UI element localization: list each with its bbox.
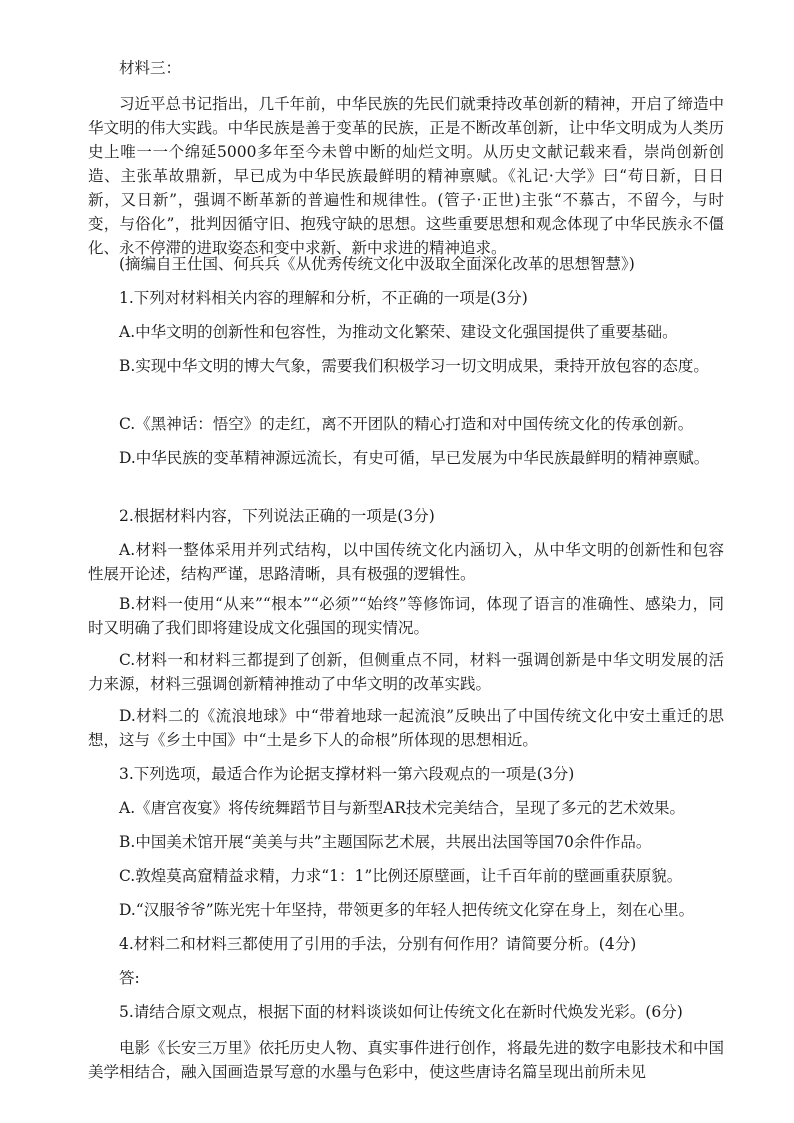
question-3-option-b: B.中国美术馆开展“美美与共”主题国际艺术展，共展出法国等国70余件作品。 <box>119 833 652 851</box>
question-5-material: 电影《长安三万里》依托历史人物、真实事件进行创作，将最先进的数字电影技术和中国美学相结合，融入国画造景写意的水墨与色彩中，使这些唐诗名篇呈现出前所未见 <box>88 1039 724 1081</box>
question-3-stem: 3.下列选项，最适合作为论据支撑材料一第六段观点的一项是(3分) <box>119 765 575 783</box>
material-3-source: (摘编自王仕国、何兵兵《从优秀传统文化中汲取全面深化改革的思想智慧》) <box>119 255 635 273</box>
question-1-option-a: A.中华文明的创新性和包容性，为推动文化繁荣、建设文化强国提供了重要基础。 <box>119 323 678 341</box>
question-2-option-d: D.材料二的《流浪地球》中“带着地球一起流浪”反映出了中国传统文化中安土重迁的思想，这与《乡土中国》中“土是乡下人的命根”所体现的思想相近。 <box>88 707 724 749</box>
question-1-option-d: D.中华民族的变革精神源远流长，有史可循，早已发展为中华民族最鲜明的精神禀赋。 <box>119 449 710 467</box>
question-2-option-c: C.材料一和材料三都提到了创新，但侧重点不同，材料一强调创新是中华文明发展的活力来源，材料三强调创新精神推动了中华文明的改革实践。 <box>88 651 724 693</box>
question-2-stem: 2.根据材料内容，下列说法正确的一项是(3分) <box>119 507 435 525</box>
question-1-stem: 1.下列对材料相关内容的理解和分析，不正确的一项是(3分) <box>119 289 528 307</box>
question-3-option-a: A.《唐宫夜宴》将传统舞蹈节目与新型AR技术完美结合，呈现了多元的艺术效果。 <box>119 799 685 817</box>
question-1-option-b: B.实现中华文明的博大气象，需要我们积极学习一切文明成果，秉持开放包容的态度。 <box>119 357 709 375</box>
question-3-option-d: D.“汉服爷爷”陈光宪十年坚持，带领更多的年轻人把传统文化穿在身上，刻在心里。 <box>119 901 695 919</box>
question-5-stem: 5.请结合原文观点，根据下面的材料谈谈如何让传统文化在新时代焕发光彩。(6分) <box>119 1003 683 1021</box>
material-3-body: 习近平总书记指出，几千年前，中华民族的先民们就秉持改革创新的精神，开启了缔造中华文明的伟大实践。中华民族是善于变革的民族，正是不断改革创新，让中华文明成为人类历史上唯一一个绵延5000多年至今未曾中断的灿烂文明。从历史文献记载来看，崇尚创新创造、主张革故鼎新，早已成为中华民族最鲜明的精神禀赋。《礼记·大学》曰“苟日新，日日新，又日新”，强调不断革新的普遍性和规律性。(管子·正世)主张“不慕古，不留今，与时变，与俗化”，批判因循守旧、抱残守缺的思想。这些重要思想和观念体现了中华民族永不僵化、永不停滞的进取姿态和变中求新、新中求进的精神追求。 <box>88 95 724 257</box>
material-3-heading: 材料三： <box>119 59 182 77</box>
question-2-option-b: B.材料一使用“从来”“根本”“必须”“始终”等修饰词，体现了语言的准确性、感染力，同时又明确了我们即将建设成文化强国的现实情况。 <box>88 595 724 637</box>
question-2-option-a: A.材料一整体采用并列式结构，以中国传统文化内涵切入，从中华文明的创新性和包容性展开论述，结构严谨，思路清晰，具有极强的逻辑性。 <box>88 541 724 583</box>
question-1-option-c: C.《黑神话：悟空》的走红，离不开团队的精心打造和对中国传统文化的传承创新。 <box>119 415 694 433</box>
question-4-answer-label: 答: <box>119 969 140 987</box>
question-4-stem: 4.材料二和材料三都使用了引用的手法，分别有何作用？请简要分析。(4分) <box>119 935 637 953</box>
question-3-option-c: C.敦煌莫高窟精益求精，力求“1：1”比例还原壁画，让千百年前的壁画重获原貌。 <box>119 867 683 885</box>
